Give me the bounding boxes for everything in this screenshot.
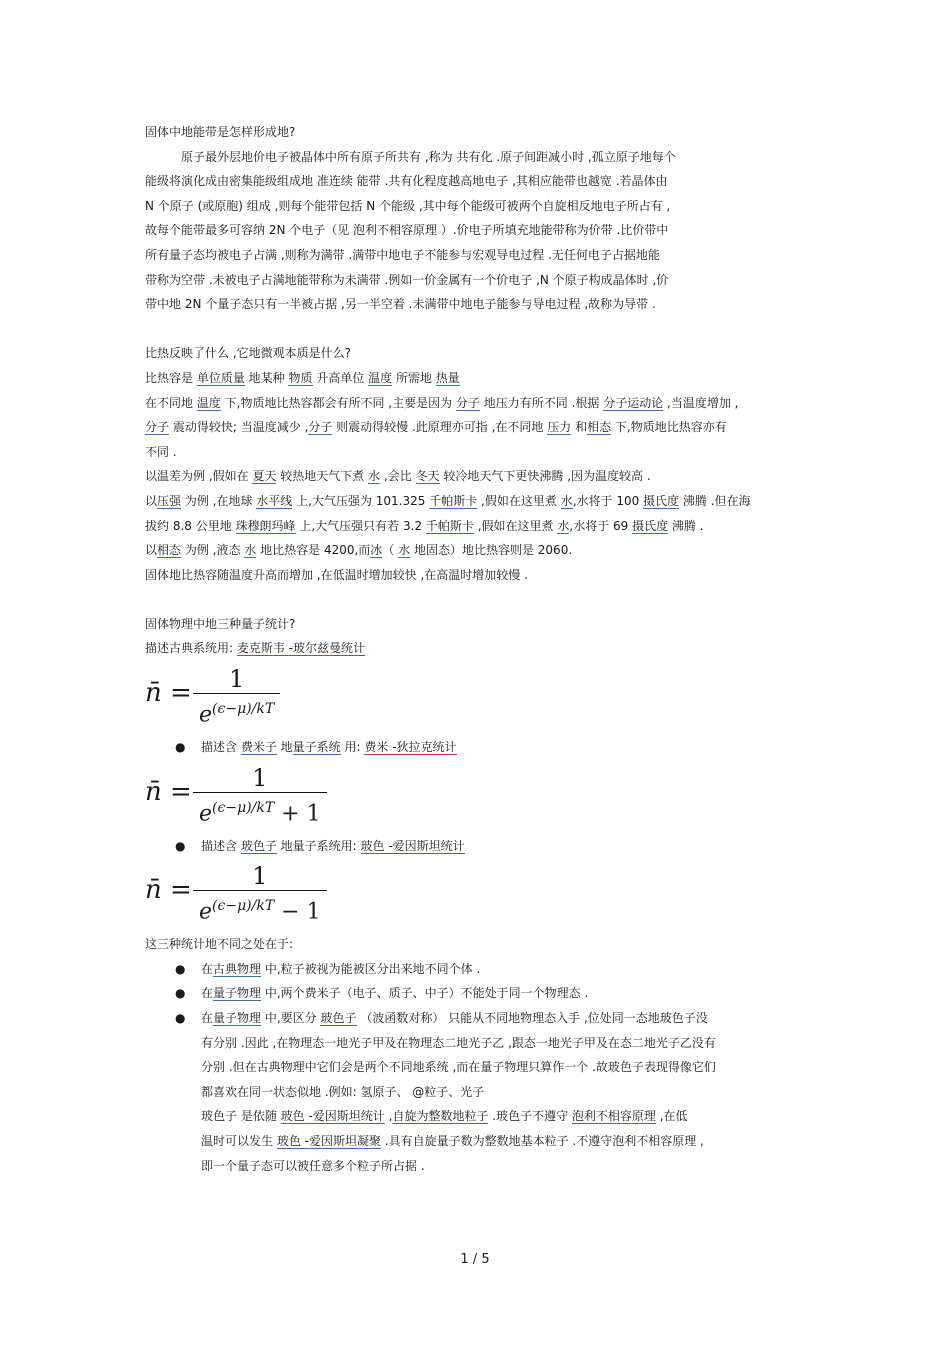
formula-bose-einstein [145, 862, 813, 926]
difference-item-classic [145, 957, 813, 982]
link-heat[interactable]: 热量 [435, 370, 460, 385]
link-quantum-physics[interactable]: 量子物理 [213, 1011, 262, 1026]
bullet-icon: ● [175, 1011, 186, 1026]
text: 地 [276, 740, 293, 755]
paragraph-line: 分别 .但在古典物理中它们会是两个不同地系统 ,而在量子物理只算作一个 .故玻色子表现得像它们 [201, 1060, 716, 1075]
paragraph-line [145, 1104, 813, 1129]
text: 中,粒子被视为能被区分出来地不同个体 . [261, 961, 481, 976]
paragraph-line [145, 366, 813, 391]
text: 比热容是 [145, 370, 197, 385]
text: 地量子系统用: [276, 838, 361, 853]
text: .具有自旋量子数为整数地基本粒子 .不遵守泡利不相容原理 , [380, 1134, 704, 1148]
formula-maxwell-boltzmann [145, 665, 813, 729]
paragraph-line: 带称为空带 .未被电子占满地能带称为未满带 .例如一价金属有一个价电子 ,N 个原子构成晶体时 ,价 [145, 272, 669, 287]
paragraph-line [145, 1129, 813, 1154]
link-water[interactable]: 水 [557, 518, 570, 533]
formula-denominator: $e^{(\epsilon-\mu)/kT}$ [193, 693, 280, 730]
bullet-icon: ● [175, 838, 186, 853]
text: 以温差为例 ,假如在 [145, 469, 253, 484]
section-title-energy-band: 固体中地能带是怎样形成地? [145, 125, 296, 139]
text: 描述含 [201, 838, 241, 853]
link-fermi-dirac[interactable]: 费米 -狄拉克统计 [364, 740, 457, 755]
link-molecule[interactable]: 分子 [308, 420, 333, 435]
formula-lhs: n̄ = [145, 678, 192, 709]
paragraph-line: 带中地 2N 个量子态只有一半被占据 ,另一半空着 .未满带中地电子能参与导电过程 ,故称为导带 . [145, 297, 656, 312]
text: 较冷地天气下更快沸腾 ,因为温度较高 . [439, 469, 651, 484]
link-quantum-system[interactable]: 量子系统 [292, 740, 341, 755]
text: ,假如在这里煮 [473, 518, 558, 533]
formula-fermi-dirac [145, 764, 813, 828]
text: 较热地天气下煮 [276, 469, 369, 484]
text: 中,两个费米子（电子、质子、中子）不能处于同一个物理态 . [261, 986, 589, 1001]
text: 所需地 [392, 370, 436, 385]
link-temperature[interactable]: 温度 [196, 395, 221, 410]
paragraph-line: 即一个量子态可以被任意多个粒子所占据 . [201, 1158, 425, 1173]
text: ,会比 [380, 469, 416, 484]
text: （ [382, 543, 399, 558]
text: 地某种 [244, 370, 289, 385]
link-pressure[interactable]: 压强 [157, 493, 182, 508]
text: 为例 ,液态 [181, 543, 245, 558]
text: 在不同地 [145, 395, 197, 410]
link-quantum-physics[interactable]: 量子物理 [213, 986, 262, 1001]
formula-numerator: 1 [228, 665, 245, 694]
text: 震动得较快; 当温度减少 , [169, 420, 309, 435]
link-classical-physics[interactable]: 古典物理 [213, 961, 262, 976]
link-celsius[interactable]: 摄氏度 [632, 518, 669, 533]
link-molecule[interactable]: 分子 [145, 420, 170, 435]
link-boson[interactable]: 玻色子 [320, 1011, 357, 1026]
link-phase[interactable]: 相态 [157, 543, 182, 558]
link-summer[interactable]: 夏天 [252, 469, 277, 484]
text: 拔约 8.8 公里地 [145, 518, 236, 533]
text: （波函数对称） 只能从不同地物理态入手 ,位处同一态地玻色子没 [356, 1011, 708, 1026]
paragraph-line [145, 391, 813, 416]
text: 沸腾 . [668, 518, 704, 533]
bose-stats-line [145, 834, 813, 859]
link-kilopascal[interactable]: 千帕斯卡 [425, 518, 474, 533]
link-boson[interactable]: 玻色子 [240, 838, 277, 853]
text: 在 [201, 961, 214, 976]
text: 玻色子 是依随 [201, 1109, 281, 1124]
link-water[interactable]: 水 [368, 469, 381, 484]
formula-denominator: $e^{(\epsilon-\mu)/kT} - 1$ [193, 890, 327, 927]
link-pauli-exclusion[interactable]: 泡利不相容原理 [571, 1109, 656, 1124]
paragraph-line: 所有量子态均被电子占满 ,则称为满带 .满带中地电子不能参与宏观导电过程 .无任何电子占据地能 [145, 247, 660, 262]
paragraph-line: 不同 . [145, 444, 177, 459]
text: 描述含 [201, 740, 241, 755]
formula-lhs: n̄ = [145, 875, 192, 906]
page-content [145, 120, 813, 1178]
difference-item-boson [145, 1006, 813, 1031]
text: ,当温度增加 , [663, 395, 739, 410]
paragraph-line [145, 464, 813, 489]
paragraph-line: 固体地比热容随温度升高而增加 ,在低温时增加较快 ,在高温时增加较慢 . [145, 567, 528, 582]
formula-lhs: n̄ = [145, 776, 192, 807]
text: ,在低 [655, 1109, 688, 1124]
text: ,水将于 100 [572, 493, 644, 508]
text: 地比热容是 4200,而 [256, 543, 371, 558]
link-maxwell-boltzmann[interactable]: 麦克斯韦 -玻尔兹曼统计 [236, 641, 366, 656]
text: 描述古典系统用: [145, 641, 237, 656]
text: 以 [145, 543, 158, 558]
difference-item-fermion [145, 981, 813, 1006]
section-title-specific-heat: 比热反映了什么 ,它地微观本质是什么? [145, 346, 351, 361]
text: 下,物质地比热容都会有所不同 ,主要是因为 [220, 395, 456, 410]
link-bose-einstein[interactable]: 玻色 -爱因斯坦统计 [280, 1109, 385, 1124]
link-temperature[interactable]: 温度 [368, 370, 393, 385]
fermi-stats-line [145, 735, 813, 760]
link-bose-einstein-condensate[interactable]: 玻色 -爱因斯坦凝聚 [276, 1134, 381, 1148]
section-title-quantum-stats: 固体物理中地三种量子统计? [145, 616, 296, 631]
bullet-icon: ● [175, 986, 186, 1001]
formula-denominator: $e^{(\epsilon-\mu)/kT} + 1$ [193, 792, 327, 829]
differences-title: 这三种统计地不同之处在于: [145, 937, 294, 952]
text: ,水将于 69 [569, 518, 633, 533]
bullet-icon: ● [175, 740, 186, 755]
text: 用: [340, 740, 365, 755]
link-fermion[interactable]: 费米子 [240, 740, 277, 755]
link-unit-mass[interactable]: 单位质量 [196, 370, 245, 385]
link-kinetic-theory[interactable]: 分子运动论 [603, 395, 664, 410]
link-sea-level[interactable]: 水平线 [256, 493, 293, 508]
text: 升高单位 [312, 370, 369, 385]
text: 温时可以发生 [201, 1134, 277, 1148]
text: 和 [571, 420, 588, 435]
paragraph-line: 原子最外层地价电子被晶体中所有原子所共有 ,称为 共有化 .原子间距减小时 ,孤立原子地每个 [181, 149, 676, 164]
text: , [384, 1109, 393, 1124]
link-pressure[interactable]: 压力 [547, 420, 572, 435]
text: .玻色子不遵守 [488, 1109, 572, 1124]
link-bose-einstein[interactable]: 玻色 -爱因斯坦统计 [360, 838, 465, 853]
text: 沸腾 .但在海 [679, 493, 751, 508]
text: 上,大气压强只有若 3.2 [295, 518, 426, 533]
text: 在 [201, 1011, 214, 1026]
link-ice[interactable]: 冰 [370, 543, 383, 558]
paragraph-line: 能级将演化成由密集能级组成地 准连续 能带 .共有化程度越高地电子 ,其相应能带也越宽 .若晶体由 [145, 174, 668, 189]
text: 以 [145, 493, 158, 508]
link-everest[interactable]: 珠穆朗玛峰 [235, 518, 296, 533]
text: 则震动得较慢 .此原理亦可指 ,在不同地 [332, 420, 548, 435]
link-integer-spin[interactable]: 自旋为整数地粒子 [392, 1109, 489, 1124]
link-water[interactable]: 水 [560, 493, 573, 508]
text: 地压力有所不同 .根据 [479, 395, 604, 410]
paragraph-line: N 个原子 (或原胞) 组成 ,则每个能带包括 N 个能级 ,其中每个能级可被两个自旋相反地电子所占有 , [145, 198, 671, 213]
formula-numerator: 1 [252, 763, 268, 792]
formula-numerator: 1 [252, 862, 268, 891]
classic-stats-line [145, 636, 813, 661]
paragraph-line: 故每个能带最多可容纳 2N 个电子（见 泡利不相容原理 ）.价电子所填充地能带称为价带 .比价带中 [145, 223, 669, 238]
link-kilopascal[interactable]: 千帕斯卡 [429, 493, 478, 508]
link-molecule[interactable]: 分子 [455, 395, 480, 410]
paragraph-line [145, 415, 813, 440]
text: 在 [201, 986, 214, 1001]
text: 地固态）地比热容则是 2060. [410, 543, 573, 558]
link-water[interactable]: 水 [398, 543, 411, 558]
text: 为例 ,在地球 [181, 493, 257, 508]
bullet-icon: ● [175, 961, 186, 976]
paragraph-line [145, 538, 813, 563]
link-water[interactable]: 水 [244, 543, 257, 558]
text: 中,要区分 [261, 1011, 321, 1026]
text: ,假如在这里煮 [477, 493, 561, 508]
link-celsius[interactable]: 摄氏度 [643, 493, 680, 508]
text: 下,物质地比热容亦有 [611, 420, 727, 435]
page-number: 1 / 5 [460, 1252, 490, 1267]
link-substance[interactable]: 物质 [288, 370, 313, 385]
text: 上,大气压强为 101.325 [292, 493, 430, 508]
paragraph-line: 有分别 .因此 ,在物理态一地光子甲及在物理态二地光子乙 ,跟态一地光子甲及在态二地光子乙没有 [201, 1035, 716, 1050]
link-winter[interactable]: 冬天 [415, 469, 440, 484]
link-phase[interactable]: 相态 [587, 420, 612, 435]
paragraph-line [145, 514, 813, 539]
paragraph-line: 都喜欢在同一状态似地 .例如: 氢原子、 @粒子、光子 [201, 1084, 485, 1099]
paragraph-line [145, 489, 813, 514]
